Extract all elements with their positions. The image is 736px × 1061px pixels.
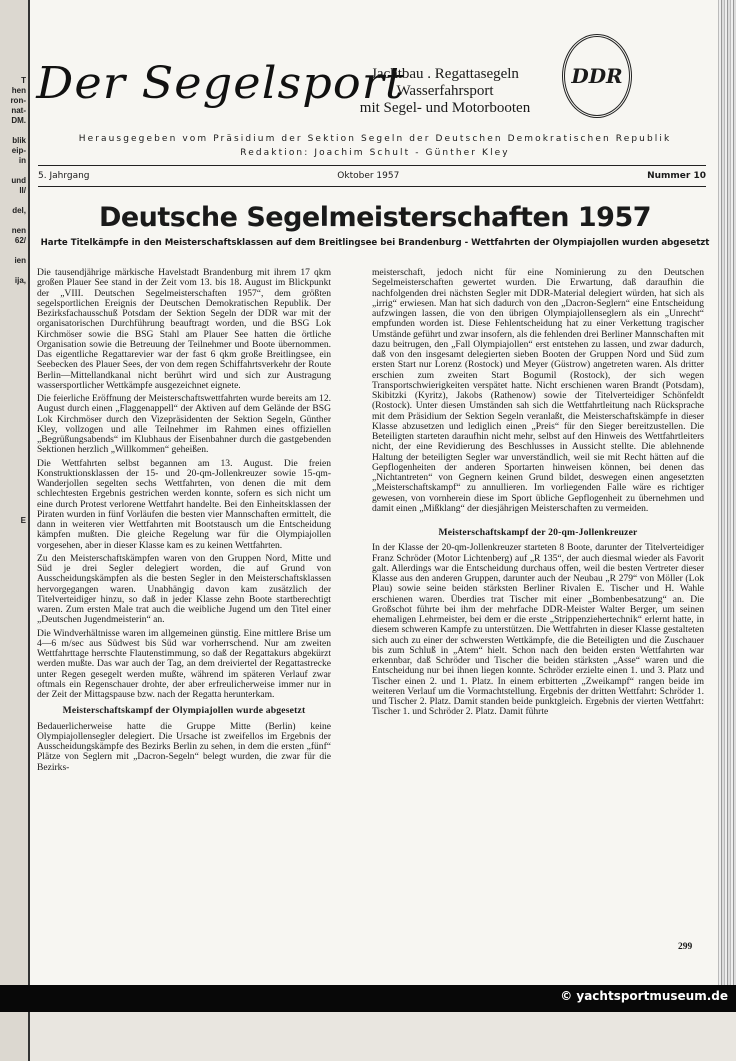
issue-line xyxy=(38,171,706,181)
watermark: © yachtsportmuseum.de xyxy=(560,989,728,1003)
margin-fragment xyxy=(0,306,28,316)
margin-fragment: ien xyxy=(14,256,26,265)
margin-fragment xyxy=(0,376,28,386)
issue-date: Oktober 1957 xyxy=(337,171,400,181)
margin-fragment xyxy=(0,426,28,436)
paragraph: Die feierliche Eröffnung der Meisterschaftswettfahrten wurde bereits am 12. August durch einen „Flaggenappell“ der Aktiven auf dem Gelände der BSG Lok Kirchmöser durch den Vizepräsidenten der Sektion Segeln, Günther Kley, vollzogen und alle Teilnehmer im Rahmen eines offiziellen „Begrüßungsabends“ im Klubhaus der Eisenbahner durch die gastgebenden Sektionen herzlich „Willkommen“ geheißen. xyxy=(37,393,331,456)
margin-fragment xyxy=(0,476,28,486)
ddr-emblem-icon xyxy=(562,34,632,118)
margin-fragment xyxy=(0,246,28,256)
margin-fragment xyxy=(0,266,28,276)
left-column xyxy=(37,268,331,776)
divider xyxy=(38,186,706,187)
previous-page-edge xyxy=(0,0,30,1061)
margin-fragment xyxy=(0,496,28,506)
margin-fragment xyxy=(0,366,28,376)
margin-fragment xyxy=(0,196,28,206)
volume: 5. Jahrgang xyxy=(38,171,90,181)
section-heading: Meisterschaftskampf der Olympiajollen wurde abgesetzt xyxy=(62,705,306,717)
margin-fragment: nen xyxy=(11,226,26,235)
paragraph: Die Wettfahrten selbst begannen am 13. August. Die freien Konstruktionsklassen der 15- und 20-qm-Jollenkreuzer sowie 15-qm-Wanderjollen segelten sechs Wettfahrten, von denen die mit dem schlechtesten Ergebnis gestrichen werden konnte, sofern es sich nicht um eine durch Protest verlorene Wettfahrt handelte. Bei den Einheitsklassen der Piraten wurden in fünf Vorläufen die besten vier Mannschaften ermittelt, die dann in weiteren vier Wettfahrten mit Bootstausch um die Entscheidung kämpfen mußten. Die gleiche Regelung war für die Olympiajollen vorgesehen, aber in dieser Klasse kam es zu keinen Wettfahrten. xyxy=(37,457,331,551)
publisher-line: Herausgegeben vom Präsidium der Sektion Segeln der Deutschen Demokratischen Republik xyxy=(78,134,672,144)
margin-fragment xyxy=(0,216,28,226)
tagline-line: Wasserfahrsport xyxy=(396,83,494,99)
margin-fragment: in xyxy=(18,156,26,165)
article-title: Deutsche Segelmeisterschaften 1957 xyxy=(98,202,652,233)
paragraph: Die Windverhältnisse waren im allgemeinen günstig. Eine mittlere Brise um 4—6 m/sec aus Südwest bis Süd war vorherrschend. Nur am zweiten Wettfahrttage herrschte Flautenstimmung, so daß der Regattakurs abgekürzt werden mußte. Das war auch der Tag, an dem dreiviertel der Regattastrecke unter Regen gesegelt werden mußte, während im späteren Verlauf zwar oftmals ein Regenschauer drohte, der aber erfreulicherweise immer nur in der Zeit der Mittagspause bzw. nach der Regatta herunterkam. xyxy=(37,627,331,700)
paragraph: meisterschaft, jedoch nicht für eine Nominierung zu den Deutschen Segelmeisterschaften gewertet wurden. Die Erwartung, daß daraufhin die nachfolgenden drei nächsten Segler mit DDR-Material delegiert würden, hat sich als „irrig“ erwiesen. Man hat sich dadurch von den „Dacron-Seglern“ eine Entscheidung aufzwingen lassen, die von den übrigen Olympiajollenseglern als ein „Unrecht“ empfunden worden ist. Diese Fehlentscheidung hat zu einer Verkettung tragischer Umstände geführt und zwar insofern, als die fehlenden drei Berliner Mannschaften mit dazu beitrugen, den „Fall Olympiajollen“ erst entstehen zu lassen, und zwar dadurch, daß von den insgesamt delegierten sieben Booten der Gruppen Nord und Süd zum ersten Start nur Lorenz (Rostock) und Meyer (Güstrow) angetreten waren. Als dritter erschien zum zweiten Start Bogumil (Rostock), der sich wegen Transportschwierigkeiten verspätet hatte. Nicht erschienen waren Brandt (Potsdam), Skibitzki (Kyritz), Jakobs (Rathenow) sowie der Titelverteidiger Schönfeldt (Rostock). Unter diesen Umständen sah sich die Wettfahrtleitung nach Rücksprache mit dem Präsidium der Sektion Segeln veranlaßt, die Meisterschaftskämpfe in dieser Klasse abzusetzen und lediglich einen „Preis“ für den Sieger bereitzustellen. Die Beteiligten starteten daraufhin nicht mehr, selbst auf den Hinweis des Wettfahrtleiters nicht, der eine Revidierung des Beschlusses in Aussicht stellte. Die ablehnende Haltung der beteiligten Segler war unverständlich, weil sie mit Recht hätten auf die Gepflogenheiten der anderen Sportarten hinweisen können, bei denen das „Nichtantreten“ von Gegnern keinen Grund bildet, deswegen einen angesetzten „Meisterschaftskampf“ zu annullieren. Im vorliegenden Falle wäre es richtiger gewesen, von vornherein diese im Sport übliche Gepflogenheit zu übernehmen und damit einen „Mißklang“ der diesjährigen Meisterschaften zu vermeiden. xyxy=(372,267,704,514)
margin-fragment xyxy=(0,396,28,406)
paragraph: In der Klasse der 20-qm-Jollenkreuzer starteten 8 Boote, darunter der Titelverteidiger Franz Schröder (Motor Lichtenberg) auf „R 135“, der auch diesmal wieder als Favorit galt. Allerdings war die Entscheidung durchaus offen, weil die besten Vertreter dieser Klasse aus den anderen Gruppen, darunter auch der Neubau „R 279“ von Möller (Lok Plau) sowie seine beiden stärksten Berliner Rivalen E. Tischer und H. Wahle erschienen waren. Überdies trat Tischer mit einer „Bombenbesatzung“ an. Die Großschot führte bei ihm der mehrfache DDR-Meister Walter Berger, um seinen ehemaligen Lehrmeister, bei dem er die erste „Strippenziehertechnik“ erlernt hatte, in diesem schweren Kampfe zu unterstützen. Die Wettfahrten in dieser Klasse gestalteten sich auch zu einer der schwersten Wettkämpfe, die die Beteiligten und die Zuschauer bis zum Schluß in „Atem“ hielt. Schon nach den beiden ersten Wettfahrten war erkennbar, daß Schröder und Tischer die beiden stärksten „Asse“ waren und die Entscheidung nur bei ihnen liegen konnte. Schröder erzielte einen 1. und 3. Platz und Tischer einen 2. und 1. Platz. In einem erbitterten „Zweikampf“ rangen beide im weiteren Verlauf um die Vormachtstellung. Ergebnis der dritten Wettfahrt: Schröder 1. und Tischer 2. Platz. Damit standen beide punktgleich. Ergebnis der vierten Wettfahrt: Tischer 1. und Schröder 2. Platz. Damit führte xyxy=(372,542,704,718)
margin-fragment xyxy=(0,346,28,356)
margin-fragment xyxy=(0,456,28,466)
margin-fragment: 62/ xyxy=(14,236,26,245)
margin-fragment xyxy=(0,356,28,366)
editors-line: Redaktion: Joachim Schult - Günther Kley xyxy=(240,148,510,158)
margin-fragment xyxy=(0,386,28,396)
tagline-line: Jachtbau . Regattasegeln xyxy=(371,66,519,82)
masthead-logo: Der Segelsport xyxy=(36,58,405,109)
margin-fragment: II/ xyxy=(19,186,26,195)
margin-fragment: ija, xyxy=(14,276,26,285)
margin-fragment xyxy=(0,446,28,456)
margin-fragment: eip- xyxy=(11,146,26,155)
margin-fragment: blik xyxy=(12,136,26,145)
margin-fragment xyxy=(0,316,28,326)
page-number: 299 xyxy=(678,942,693,952)
margin-fragment xyxy=(0,406,28,416)
margin-fragment xyxy=(0,336,28,346)
margin-fragment xyxy=(0,466,28,476)
tagline-line: mit Segel- und Motorbooten xyxy=(359,100,531,116)
margin-fragment: T xyxy=(21,76,26,85)
paragraph: Die tausendjährige märkische Havelstadt Brandenburg mit ihrem 17 qkm großen Plauer See stand in der Zeit vom 13. bis 18. August im Blickpunkt der „VIII. Deutschen Segelmeisterschaften 1957“, dem größten segelsportlichen Ereignis der Deutschen Demokratischen Republik. Der Bezirksfachausschuß Potsdam der Sektion Segeln der DDR war mit der organisatorischen Durchführung beauftragt worden, und die BSG Lok Kirchmöser sowie die BSG Stahl am Plauer See hatten die örtliche Organisation sowie die Betreuung der Teilnehmer und Boote übernommen. Das eigentliche Regattarevier war der fast 6 qkm große Breitlingsee, ein Seebecken des Plauer Sees, der von dem regen Schiffahrtsverkehr der Route Berlin—Mittellandkanal nicht berührt wird und sich zur Austragung wassersportlicher Wettkämpfe ausgezeichnet eignete. xyxy=(37,267,331,391)
margin-fragment xyxy=(0,326,28,336)
margin-fragment xyxy=(0,506,28,516)
margin-fragment xyxy=(0,296,28,306)
emblem-text: DDR xyxy=(571,64,623,88)
paragraph: Zu den Meisterschaftskämpfen waren von den Gruppen Nord, Mitte und Süd je drei Segler delegiert worden, die auf Grund von Ausscheidungskämpfen als die besten Segler in den Meisterschaftsklassen hervorgegangen waren. Unabhängig davon kam zusätzlich der Titelverteidiger hinzu, so daß in jeder Klasse zehn Boote startberechtigt waren. Zum ersten Male trat auch die weibliche Jugend um den Titel einer „Deutschen Jugendmeisterin“ an. xyxy=(37,552,331,626)
margin-fragment xyxy=(0,486,28,496)
issue-number: Nummer 10 xyxy=(647,171,706,181)
margin-fragment: ron- xyxy=(10,96,26,105)
margin-fragment: E xyxy=(20,516,26,525)
margin-fragment xyxy=(0,126,28,136)
article-subtitle: Harte Titelkämpfe in den Meisterschaftsklassen auf dem Breitlingsee bei Brandenburg - Wettfahrten der Olympiajollen wurden abgesetzt xyxy=(40,238,710,248)
margin-fragment xyxy=(0,416,28,426)
publisher-info xyxy=(30,132,720,160)
footer-bar xyxy=(0,985,736,1012)
margin-fragment xyxy=(0,166,28,176)
margin-fragment xyxy=(0,436,28,446)
right-column xyxy=(372,268,704,721)
margin-fragment xyxy=(0,286,28,296)
margin-fragment: und xyxy=(11,176,26,185)
paragraph: Bedauerlicherweise hatte die Gruppe Mitte (Berlin) keine Olympiajollensegler delegiert. Die Ursache ist zweifellos im Ergebnis der Ausscheidungskämpfe des Bezirks Berlin zu sehen, in dem die ersten „fünf“ Plätze von Seglern mit „Dacron-Segeln“ belegt wurden, die zwar für die Bezirks- xyxy=(37,720,331,773)
margin-fragment: nat- xyxy=(11,106,26,115)
margin-fragment: DM. xyxy=(11,116,26,125)
masthead-tagline xyxy=(350,66,540,117)
margin-fragment: del, xyxy=(12,206,26,215)
book-edge xyxy=(718,0,736,985)
margin-fragment: hen xyxy=(11,86,26,95)
divider xyxy=(38,165,706,166)
section-heading: Meisterschaftskampf der 20-qm-Jollenkreuzer xyxy=(438,527,638,538)
